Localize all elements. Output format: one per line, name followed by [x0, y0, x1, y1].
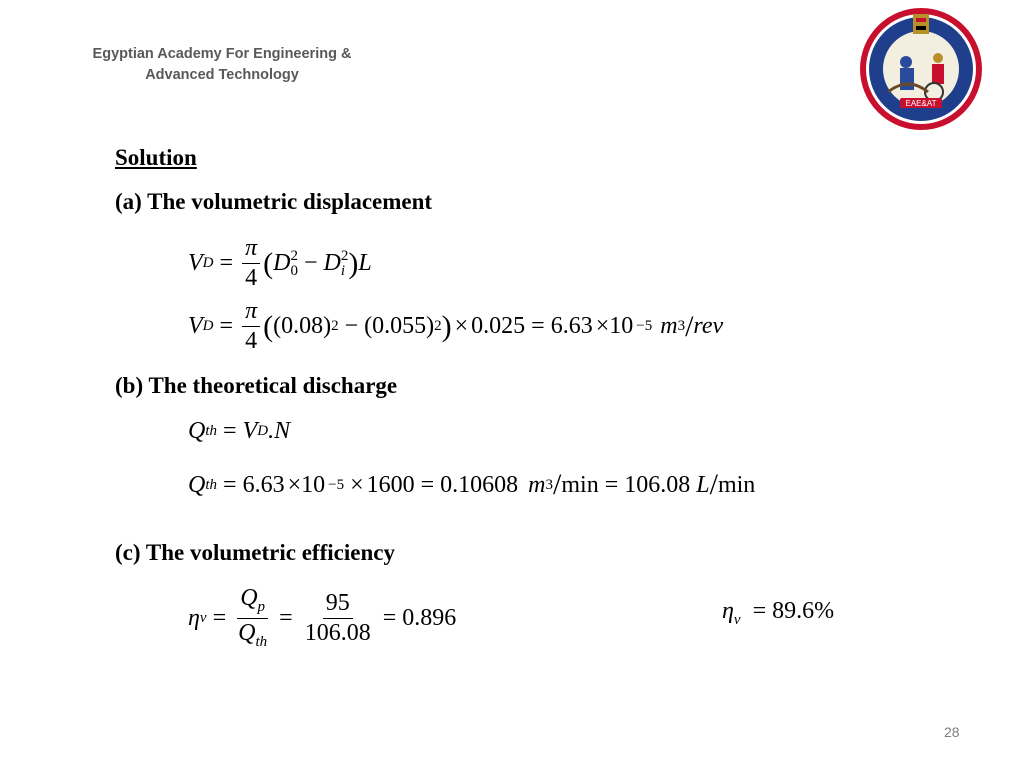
equation-c2: $\eta_v = 89.6\%$	[722, 598, 835, 628]
equation-a2: V D = $\frac{\pi}{4}$ ( (0.08) 2 − (0.055) 2 ) × 0.025 = 6.63 ×10 −5 m 3 / rev	[188, 298, 724, 355]
eq-a1-length: L	[358, 250, 372, 277]
logo-text: EAE&AT	[905, 99, 937, 108]
eq-a1-den: 4	[245, 265, 258, 292]
eq-a1-pi: π	[242, 236, 260, 264]
eq-a1-lhs: V	[188, 250, 203, 277]
eq-b2-result-litres: 106.08	[624, 471, 691, 498]
eq-b2-result: 0.10608	[440, 471, 519, 498]
eq-a1-lhs-sub: D	[202, 255, 214, 272]
eq-c1-result: 0.896	[402, 604, 457, 631]
eq-a2-term1: (0.08)	[273, 313, 332, 340]
page-number: 28	[944, 724, 960, 740]
part-b-heading: (b) The theoretical discharge	[115, 373, 398, 398]
equation-c1: η v = $\frac{Q_p}{Q_{th}}$ = $\frac{95}{106.08}$ = 0.896	[188, 585, 457, 650]
institution-name-line2: Advanced Technology	[145, 67, 299, 83]
eq-c2-result: 89.6%	[772, 598, 835, 624]
institution-name-line1: Egyptian Academy For Engineering &	[92, 46, 352, 62]
eq-a1-di: D	[323, 250, 341, 277]
solution-title: Solution	[115, 145, 197, 170]
eq-a2-result: 6.63	[550, 313, 593, 340]
eq-a2-unit: rev	[693, 313, 724, 340]
equation-b1: Q th = V D .N	[188, 418, 291, 444]
equation-b2: Q th = 6.63 ×10 −5 × 1600 = 0.10608 m 3 / min = 106.08 L / min	[188, 468, 756, 501]
institution-header	[82, 44, 362, 86]
eq-c1-numerator: 95	[323, 591, 353, 619]
eq-a1-d0: D	[273, 250, 291, 277]
eq-a1-equals: =	[219, 250, 234, 277]
part-c-heading: (c) The volumetric efficiency	[115, 540, 395, 565]
equation-a1: V D = $\frac{\pi}{4}$ ( D 2 0 − D 2 i ) L	[188, 235, 372, 292]
academy-logo	[858, 6, 984, 132]
part-a-heading: (a) The volumetric displacement	[115, 189, 433, 214]
eq-a2-length: 0.025	[471, 313, 526, 340]
eq-b2-speed: 1600	[366, 471, 415, 498]
eq-a1-fraction	[242, 236, 260, 291]
eq-c1-denominator: 106.08	[304, 619, 371, 646]
eq-a2-term2: (0.055)	[364, 313, 435, 340]
